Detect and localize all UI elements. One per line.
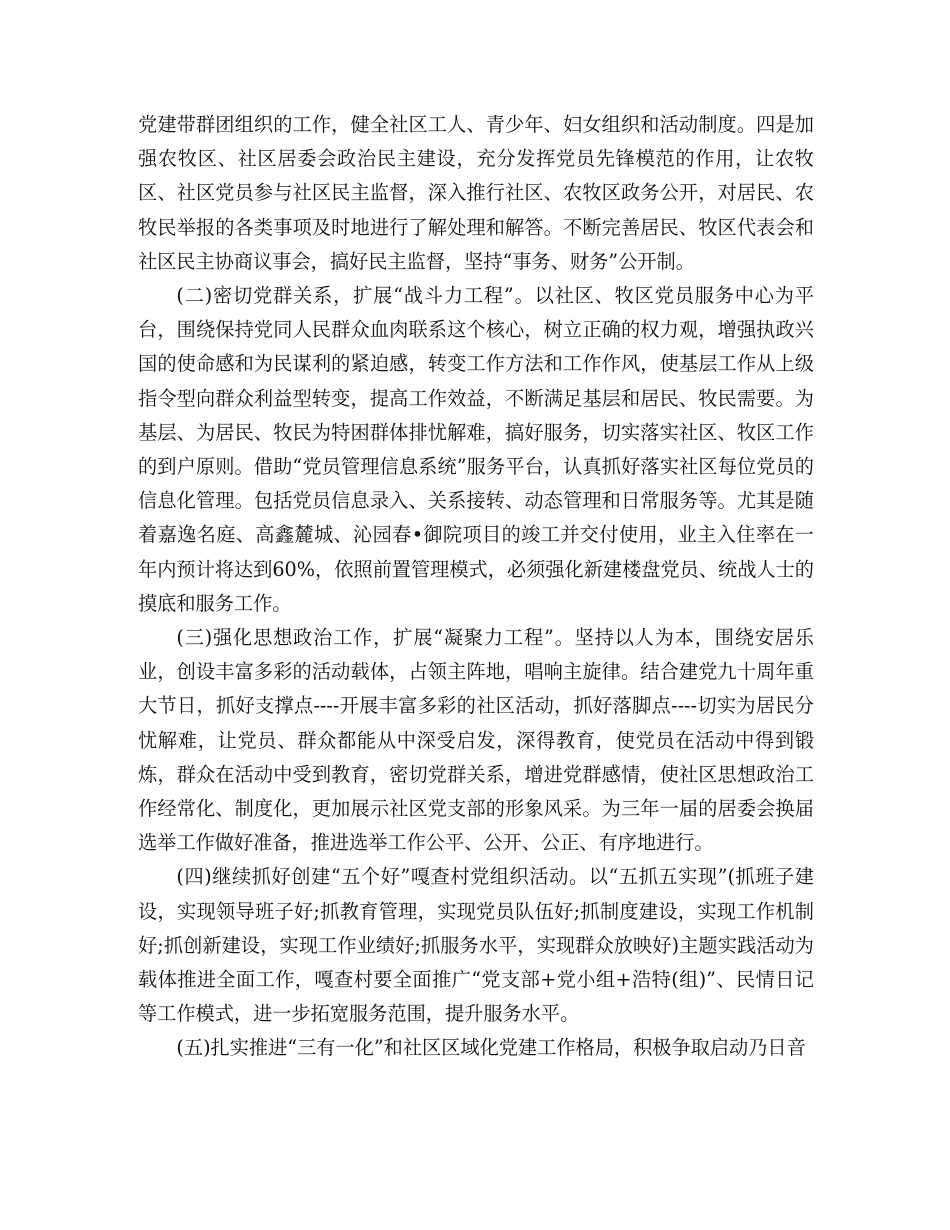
document-page xyxy=(138,108,814,1066)
paragraph-4: (四)继续抓好创建“五个好”嘎查村党组织活动。以“五抓五实现”(抓班子建设，实现领导班子好;抓教育管理，实现党员队伍好;抓制度建设，实现工作机制好;抓创新建设，实现工作业绩好;抓服务水平，实现群众放映好)主题实践活动为载体推进全面工作，嘎查村要全面推广“党支部+党小组+浩特(组)”、民情日记等工作模式，进一步拓宽服务范围，提升服务水平。 xyxy=(138,865,814,1026)
paragraph-3: (三)强化思想政治工作，扩展“凝聚力工程”。坚持以人为本，围绕安居乐业，创设丰富多彩的活动载体，占领主阵地，唱响主旋律。结合建党九十周年重大节日，抓好支撑点----开展丰富多彩的社区活动，抓好落脚点----切实为居民分忧解难，让党员、群众都能从中深受启发，深得教育，使党员在活动中得到锻炼，群众在活动中受到教育，密切党群关系，增进党群感情，使社区思想政治工作经常化、制度化，更加展示社区党支部的形象风采。为三年一届的居委会换届选举工作做好准备，推进选举工作公平、公开、公正、有序地进行。 xyxy=(138,626,814,855)
paragraph-1: 党建带群团组织的工作，健全社区工人、青少年、妇女组织和活动制度。四是加强农牧区、社区居委会政治民主建设，充分发挥党员先锋模范的作用，让农牧区、社区党员参与社区民主监督，深入推行社区、农牧区政务公开，对居民、农牧民举报的各类事项及时地进行了解处理和解答。不断完善居民、牧区代表会和社区民主协商议事会，搞好民主监督，坚持“事务、财务”公开制。 xyxy=(138,113,814,273)
paragraph-2: (二)密切党群关系，扩展“战斗力工程”。以社区、牧区党员服务中心为平台，围绕保持党同人民群众血肉联系这个核心，树立正确的权力观，增强执政兴国的使命感和为民谋利的紧迫感，转变工作方法和工作作风，使基层工作从上级指令型向群众利益型转变，提高工作效益，不断满足基层和居民、牧民需要。为基层、为居民、牧民为特困群体排忧解难，搞好服务，切实落实社区、牧区工作的到户原则。借助“党员管理信息系统”服务平台，认真抓好落实社区每位党员的信息化管理。包括党员信息录入、关系接转、动态管理和日常服务等。尤其是随着嘉逸名庭、高鑫麓城、沁园春•御院项目的竣工并交付使用，业主入住率在一年内预计将达到60%，依照前置管理模式，必须强化新建楼盘党员、统战人士的摸底和服务工作。 xyxy=(138,284,814,615)
paragraph-5: (五)扎实推进“三有一化”和社区区域化党建工作格局，积极争取启动乃日音 xyxy=(176,1036,806,1060)
